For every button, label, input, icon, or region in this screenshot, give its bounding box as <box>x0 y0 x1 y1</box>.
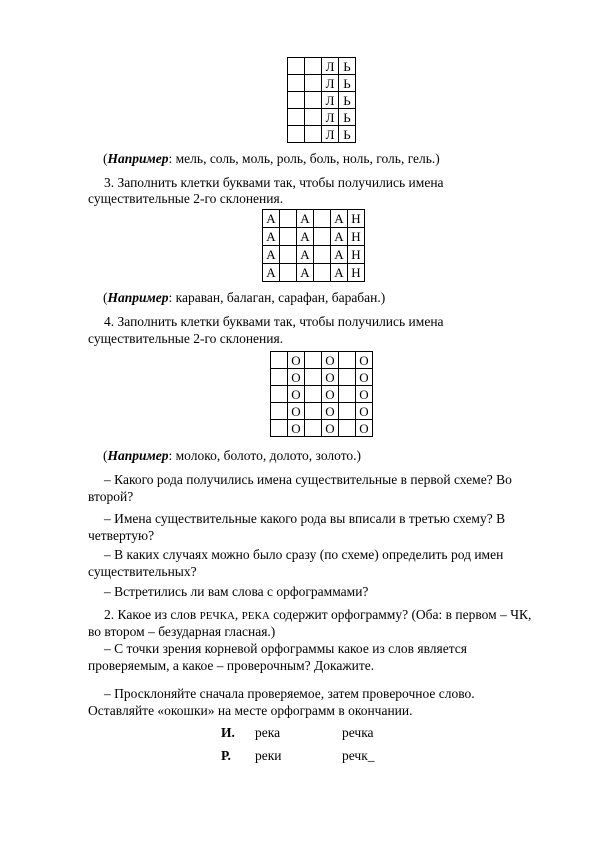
grid3-cell <box>305 369 322 386</box>
grid2-cell: Н <box>348 246 365 264</box>
grid1-cell: Л <box>322 58 339 75</box>
question-3-line-1: – В каких случаях можно было сразу (по схеме) определить род имен <box>104 547 504 562</box>
grid3-cell <box>305 403 322 420</box>
grid2-cell: А <box>263 210 280 228</box>
grid2-cell: А <box>331 264 348 282</box>
grid2-cell: А <box>297 246 314 264</box>
grid1-cell <box>305 58 322 75</box>
grid3-cell: О <box>322 369 339 386</box>
grid3-cell <box>271 386 288 403</box>
grid2-cell: А <box>297 264 314 282</box>
grid2-cell <box>280 264 297 282</box>
declension-word-reka-gen: реки <box>255 748 282 763</box>
example-1 <box>103 151 568 167</box>
grid3-cell: О <box>288 420 305 437</box>
grid3-cell: О <box>288 352 305 369</box>
grid1-cell: Ь <box>339 126 356 143</box>
grid2-row <box>263 264 365 282</box>
grid1-cell: Ь <box>339 92 356 109</box>
grid1-cell <box>305 109 322 126</box>
grid2-cell: А <box>263 228 280 246</box>
grid2-cell: А <box>263 264 280 282</box>
example-open: ( <box>103 290 108 305</box>
grid3-cell <box>271 420 288 437</box>
grid2-cell <box>314 228 331 246</box>
grid3-row <box>271 352 373 369</box>
letter-grid-3 <box>270 351 373 437</box>
grid3-cell <box>271 352 288 369</box>
example-2 <box>103 290 568 306</box>
case-label-nominative: И. <box>221 725 235 740</box>
question-1-line-2: второй? <box>88 489 134 504</box>
grid2-row <box>263 228 365 246</box>
grid1-cell: Л <box>322 126 339 143</box>
grid2-cell: А <box>297 210 314 228</box>
grid3-cell: О <box>288 403 305 420</box>
grid3-cell: О <box>322 403 339 420</box>
case-label-genitive: Р. <box>221 748 231 763</box>
question-3-line-2: существительных? <box>88 564 197 579</box>
grid3-cell <box>271 369 288 386</box>
grid1-cell: Л <box>322 109 339 126</box>
grid3-cell: О <box>322 386 339 403</box>
grid3-cell <box>339 369 356 386</box>
grid1-cell <box>305 75 322 92</box>
example-label: Например <box>107 448 169 463</box>
letter-grid-1 <box>287 57 356 143</box>
grid1-row <box>288 58 356 75</box>
grid3-row <box>271 403 373 420</box>
grid1-row <box>288 109 356 126</box>
grid3-cell <box>305 386 322 403</box>
grid1-cell <box>305 92 322 109</box>
grid2-cell: А <box>297 228 314 246</box>
grid1-cell: Ь <box>339 58 356 75</box>
grid3-cell: О <box>356 386 373 403</box>
declension-word-rechka-nom: речка <box>342 725 374 740</box>
grid1-cell <box>288 109 305 126</box>
grid1-cell: Л <box>322 75 339 92</box>
grid2-cell <box>314 246 331 264</box>
grid2-cell: Н <box>348 228 365 246</box>
grid2-cell: Н <box>348 210 365 228</box>
grid3-cell: О <box>356 403 373 420</box>
question-4-line-1: – Встретились ли вам слова с орфограммами? <box>104 584 369 599</box>
grid1-cell: Ь <box>339 75 356 92</box>
grid3-cell <box>339 420 356 437</box>
task-4-line-2: существительные 2-го склонения. <box>88 331 284 346</box>
example-open: ( <box>103 448 108 463</box>
grid3-cell <box>271 403 288 420</box>
grid3-cell: О <box>288 369 305 386</box>
grid1-cell: Ь <box>339 109 356 126</box>
grid3-cell: О <box>356 369 373 386</box>
example-text: : караван, балаган, сарафан, барабан.) <box>168 290 386 305</box>
task-2-line-2: во втором – безударная гласная.) <box>88 624 276 639</box>
question-2-line-2: четвертую? <box>88 528 155 543</box>
grid3-cell <box>339 386 356 403</box>
grid2-cell: А <box>331 228 348 246</box>
grid1-row <box>288 92 356 109</box>
task-2-line-1 <box>104 607 552 624</box>
question-2-line-1: – Имена существительные какого рода вы вписали в третью схему? В <box>104 511 506 526</box>
grid1-cell <box>305 126 322 143</box>
task-2-q2-line-2: Оставляйте «окошки» на месте орфограмм в окончании. <box>88 703 413 718</box>
grid1-row <box>288 75 356 92</box>
example-text: : мель, соль, моль, роль, боль, ноль, голь, гель.) <box>168 151 440 166</box>
grid2-row <box>263 210 365 228</box>
task-2-q2-line-1: – Просклоняйте сначала проверяемое, затем проверочное слово. <box>104 686 475 701</box>
grid3-cell <box>305 420 322 437</box>
task-2-q1-line-1: – С точки зрения корневой орфограммы какое из слов является <box>104 641 467 656</box>
task-2-suffix: содержит орфограмму? (Оба: в первом – ЧК, <box>269 607 532 622</box>
grid2-cell <box>280 228 297 246</box>
grid1-row <box>288 126 356 143</box>
grid3-cell <box>305 352 322 369</box>
grid2-row <box>263 246 365 264</box>
grid2-cell: А <box>331 210 348 228</box>
task-3-line-2: существительные 2-го склонения. <box>88 191 284 206</box>
grid1-cell <box>288 75 305 92</box>
grid3-cell: О <box>356 352 373 369</box>
grid2-cell <box>314 264 331 282</box>
grid2-cell: Н <box>348 264 365 282</box>
grid2-cell: А <box>263 246 280 264</box>
letter-grid-2 <box>262 209 365 282</box>
example-text: : молоко, болото, долото, золото.) <box>168 448 362 463</box>
task-2-q1-line-2: проверяемым, а какое – проверочным? Докажите. <box>88 658 375 673</box>
task-3-line-1: 3. Заполнить клетки буквами так, чтобы получились имена <box>104 175 444 190</box>
grid3-cell: О <box>356 420 373 437</box>
grid3-cell: О <box>288 386 305 403</box>
grid1-cell <box>288 58 305 75</box>
example-label: Например <box>107 151 169 166</box>
grid1-cell <box>288 92 305 109</box>
declension-word-reka-nom: река <box>255 725 281 740</box>
grid3-row <box>271 386 373 403</box>
example-open: ( <box>103 151 108 166</box>
task-2-sep: , <box>234 607 242 622</box>
grid3-cell <box>339 403 356 420</box>
grid2-cell: А <box>331 246 348 264</box>
grid3-cell: О <box>322 420 339 437</box>
grid3-cell <box>339 352 356 369</box>
grid3-row <box>271 369 373 386</box>
grid2-cell <box>314 210 331 228</box>
grid2-cell <box>280 210 297 228</box>
task-2-word-2: РЕКА <box>241 610 270 622</box>
question-1-line-1: – Какого рода получились имена существительные в первой схеме? Во <box>104 472 512 487</box>
grid1-cell: Л <box>322 92 339 109</box>
grid1-cell <box>288 126 305 143</box>
example-label: Например <box>107 290 169 305</box>
grid3-row <box>271 420 373 437</box>
task-2-word-1: РЕЧКА <box>199 610 235 622</box>
declension-word-rechka-gen: речк_ <box>342 748 375 763</box>
grid2-cell <box>280 246 297 264</box>
grid3-cell: О <box>322 352 339 369</box>
example-3 <box>103 448 568 464</box>
task-4-line-1: 4. Заполнить клетки буквами так, чтобы получились имена <box>104 314 444 329</box>
task-2-prefix: 2. Какое из слов <box>104 607 200 622</box>
